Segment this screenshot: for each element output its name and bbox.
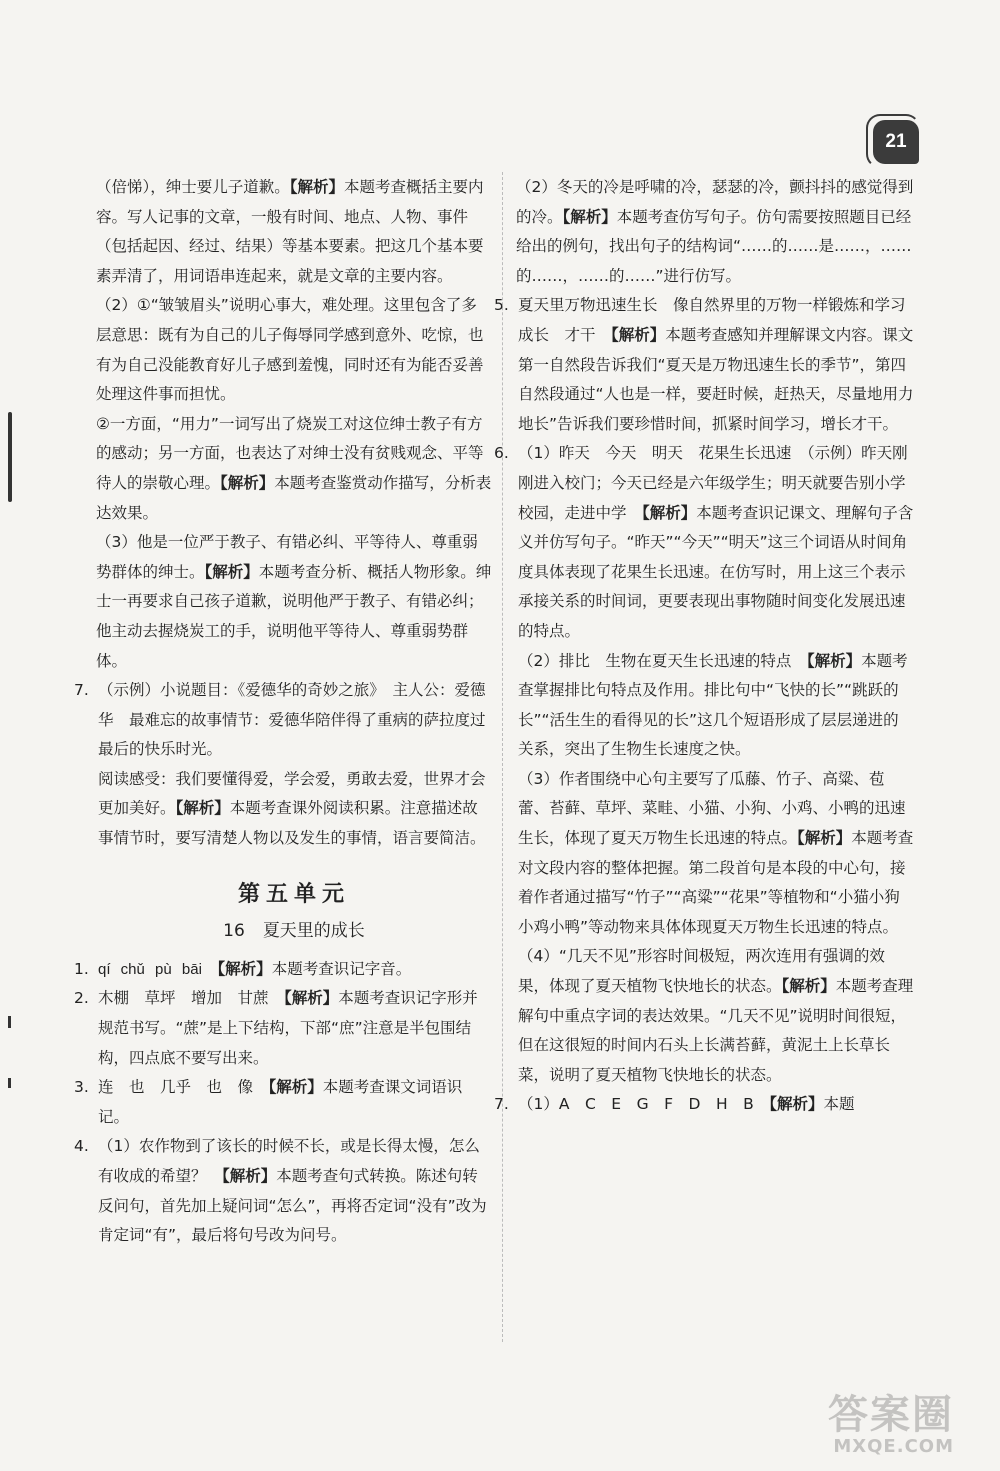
answer-text: （2）冬天的冷是呼啸的冷，瑟瑟的冷，颤抖抖的感觉得到的冷。 bbox=[516, 178, 914, 226]
answer-paragraph bbox=[518, 765, 914, 943]
analysis-text: 本题考查鉴赏动作描写，分析表达效果。 bbox=[96, 473, 492, 522]
answer-paragraph bbox=[518, 291, 922, 439]
question-number: 6. bbox=[494, 444, 509, 463]
question-4 bbox=[74, 1132, 492, 1250]
analysis-text: 本题考查分析、概括人物形象。绅士一再要求自己孩子道歉，说明他严于教子、有错必纠；他主动去握烧炭工的手，说明他平等待人、尊重弱势群体。 bbox=[96, 562, 492, 670]
analysis-text: 本题考查理解句中重点字词的表达效果。“几天不见”说明时间很短，但在这很短的时间内石头上长满苔藓，黄泥土上长草长菜，说明了夏天植物飞快地长的状态。 bbox=[518, 977, 914, 1084]
page-number: 21 bbox=[885, 131, 907, 152]
answer-text: （4）“几天不见”形容时间极短，两次连用有强调的效果，体现了夏天植物飞快地长的状态。 bbox=[518, 947, 885, 996]
analysis-text: 本题考查课外阅读积累。注意描述故事情节时，要写清楚人物以及发生的事情，语言要简洁。 bbox=[98, 799, 486, 848]
question-6 bbox=[494, 439, 914, 1090]
analysis-text: 本题 bbox=[823, 1095, 855, 1114]
answer-paragraph bbox=[98, 984, 492, 1073]
answer-text: （倍悌），绅士要儿子道歉。 bbox=[96, 178, 290, 196]
question-number: 4. bbox=[74, 1137, 89, 1156]
watermark-logo: 答案圈 bbox=[828, 1392, 954, 1438]
answer-text: （1）昨天 今天 明天 花果生长迅速 （示例）昨天刚刚进入校门；今天已经是六年级学生；明天就要告别小学校园，走进中学 bbox=[518, 444, 908, 522]
answer-paragraph bbox=[518, 647, 914, 765]
analysis-tag: 【解析】 bbox=[268, 1078, 323, 1097]
left-column bbox=[74, 173, 492, 1251]
analysis-text: 本题考查识记课文、理解句子含义并仿写句子。“昨天”“今天”“明天”这三个词语从时间角度具体表现了花果生长迅速。在仿写时，用上这三个表示承接关系的时间词，更要表现出事物随时间变化发展迅速的特点。 bbox=[518, 503, 914, 640]
margin-mark bbox=[8, 1016, 11, 1028]
question-number: 3. bbox=[74, 1078, 89, 1097]
answer-paragraph bbox=[98, 1073, 492, 1132]
analysis-text: 本题考查仿写句子。仿句需要按照题目已经给出的例句，找出句子的结构词“……的……是……，……的……，……的……”进行仿写。 bbox=[516, 207, 912, 285]
answer-text: 连 也 几乎 也 像 bbox=[98, 1078, 254, 1097]
question-number: 7. bbox=[74, 681, 89, 700]
analysis-tag: 【解析】 bbox=[289, 178, 345, 196]
margin-mark bbox=[8, 412, 12, 502]
analysis-tag: 【解析】 bbox=[797, 829, 852, 848]
analysis-tag: 【解析】 bbox=[642, 503, 697, 522]
answer-text: （2）排比 生物在夏天生长迅速的特点 bbox=[518, 651, 792, 670]
answer-paragraph bbox=[96, 173, 492, 291]
answer-paragraph bbox=[518, 439, 914, 646]
analysis-text: 本题考查感知并理解课文内容。课文第一自然段告诉我们“夏天是万物迅速生长的季节”，第四自然段通过“人也是一样，要赶时候，赶热天，尽量地用力地长”告诉我们要珍惜时间，抓紧时间学习，增长才干。 bbox=[518, 325, 914, 433]
analysis-text: 本题考查掌握排比句特点及作用。排比句中“飞快的长”“跳跃的长”“活生生的看得见的长”这几个短语形成了层层递进的关系，突出了生物生长速度之快。 bbox=[518, 651, 908, 759]
analysis-tag: 【解析】 bbox=[217, 959, 272, 978]
analysis-text: 本题考查对文段内容的整体把握。第二段首句是本段的中心句，接着作者通过描写“竹子”“高粱”“花果”等植物和“小猫小狗小鸡小鸭”等动物来具体体现夏天万物生长迅速的特点。 bbox=[518, 829, 914, 936]
question-number: 2. bbox=[74, 989, 89, 1008]
answer-text: （1）A C E G F D H B bbox=[518, 1095, 754, 1114]
answer-paragraph bbox=[98, 955, 492, 985]
analysis-tag: 【解析】 bbox=[769, 1095, 824, 1114]
analysis-tag: 【解析】 bbox=[611, 325, 666, 344]
analysis-text: 本题考查句式转换。陈述句转反问句，首先加上疑问词“怎么”，再将否定词“没有”改为肯定词“有”，最后将句号改为问号。 bbox=[98, 1167, 487, 1245]
answer-paragraph bbox=[518, 1090, 914, 1120]
question-2 bbox=[74, 984, 492, 1073]
answer-text: （示例）小说题目：《爱德华的奇妙之旅》 主人公：爱德华 最难忘的故事情节：爱德华陪伴得了重病的萨拉度过最后的快乐时光。 bbox=[98, 681, 486, 759]
question-number: 1. bbox=[74, 959, 89, 978]
analysis-text: 本题考查课文词语识记。 bbox=[98, 1078, 463, 1126]
question-3 bbox=[74, 1073, 492, 1132]
analysis-tag: 【解析】 bbox=[222, 1167, 277, 1185]
answer-text: （3）作者围绕中心句主要写了瓜藤、竹子、高粱、苞蕾、苔藓、草坪、菜畦、小猫、小狗、小鸡、小鸭的迅速生长，体现了夏天万物生长迅速的特点。 bbox=[518, 769, 906, 848]
lesson-number: 16 bbox=[223, 921, 245, 942]
answer-paragraph bbox=[98, 1132, 492, 1250]
analysis-tag: 【解析】 bbox=[284, 989, 339, 1008]
analysis-tag: 【解析】 bbox=[175, 799, 230, 818]
question-5 bbox=[494, 291, 922, 439]
analysis-text: 本题考查识记字形并规范书写。“蔗”是上下结构，下部“庶”注意是半包围结构，四点底不要写出来。 bbox=[98, 989, 478, 1067]
answer-paragraph bbox=[98, 765, 492, 854]
analysis-text: 本题考查识记字音。 bbox=[271, 959, 412, 978]
analysis-tag: 【解析】 bbox=[220, 473, 275, 492]
question-number: 5. bbox=[494, 296, 509, 315]
answer-text: （3）他是一位严于教子、有错必纠、平等待人、尊重弱势群体的绅士。 bbox=[96, 533, 478, 581]
page-number-badge bbox=[873, 120, 919, 164]
right-column bbox=[494, 173, 922, 1120]
watermark bbox=[784, 1393, 954, 1461]
answer-text: 阅读感受：我们要懂得爱，学会爱，勇敢去爱，世界才会更加美好。 bbox=[98, 769, 486, 818]
margin-mark bbox=[8, 1078, 11, 1088]
answer-paragraph: （2）①“皱皱眉头”说明心事大，难处理。这里包含了多层意思：既有为自己的儿子侮辱同学感到意外、吃惊，也有为自己没能教育好儿子感到羞愧，同时还有为能否妥善处理这件事而担忧。 bbox=[96, 296, 484, 404]
analysis-tag: 【解析】 bbox=[806, 651, 862, 670]
lesson-title bbox=[96, 917, 492, 947]
question-1 bbox=[74, 955, 492, 985]
question-number: 7. bbox=[494, 1095, 509, 1114]
lesson-name: 夏天里的成长 bbox=[262, 921, 365, 942]
answer-paragraph bbox=[96, 528, 492, 676]
answer-text: 木棚 草坪 增加 甘蔗 bbox=[98, 989, 269, 1008]
analysis-tag: 【解析】 bbox=[781, 977, 836, 996]
unit-title: 第五单元 bbox=[237, 881, 350, 907]
question-7-right bbox=[494, 1090, 914, 1120]
answer-paragraph bbox=[518, 942, 914, 1090]
answer-text: ②一方面，“用力”一词写出了烧炭工对这位绅士教子有方的感动；另一方面，也表达了对绅士没有贫贱观念、平等待人的崇敬心理。 bbox=[96, 414, 484, 492]
answer-paragraph bbox=[516, 173, 914, 291]
pinyin-answer: qí chǔ pù bāi bbox=[98, 960, 202, 978]
answer-text: 夏天里万物迅速生长 像自然界里的万物一样锻炼和学习 成长 才干 bbox=[518, 296, 922, 344]
answer-paragraph bbox=[96, 410, 492, 528]
watermark-url: MXQE.COM bbox=[833, 1436, 954, 1457]
answer-text: （1）农作物到了该长的时候不长，或是长得太慢，怎么有收成的希望？ bbox=[98, 1137, 480, 1185]
analysis-text: 本题考查概括主要内容。写人记事的文章，一般有时间、地点、人物、事件（包括起因、经过、结果）等基本要素。把这几个基本要素弄清了，用词语串连起来，就是文章的主要内容。 bbox=[96, 178, 484, 285]
analysis-tag: 【解析】 bbox=[204, 562, 259, 581]
question-7 bbox=[74, 676, 492, 854]
analysis-tag: 【解析】 bbox=[562, 207, 617, 226]
